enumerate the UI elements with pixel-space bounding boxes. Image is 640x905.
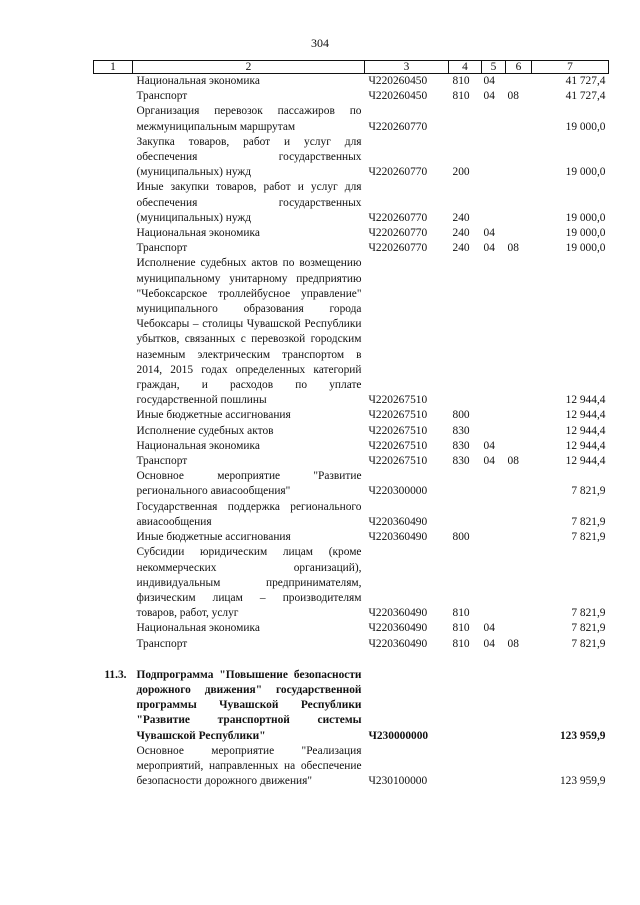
page-number: 304 — [311, 36, 329, 50]
row-expense-type — [449, 668, 482, 744]
row-section — [482, 530, 506, 545]
row-expense-type — [449, 256, 482, 408]
row-code: Ч220360490 — [368, 637, 428, 650]
row-amount: 12 944,4 — [565, 424, 606, 437]
table-header — [94, 61, 609, 74]
row-subsection — [506, 226, 532, 241]
row-section — [482, 469, 506, 499]
row-amount: 41 727,4 — [565, 90, 606, 103]
row-section — [482, 545, 506, 621]
row-code: Ч220267510 — [368, 409, 428, 422]
row-number — [94, 226, 133, 241]
row-subsection — [506, 621, 532, 636]
table-row — [94, 408, 609, 423]
row-number — [94, 500, 133, 530]
row-section — [482, 500, 506, 530]
table-row — [94, 241, 609, 256]
table-row — [94, 744, 609, 790]
row-expense-type: 830 — [452, 439, 470, 452]
row-code: Ч220267510 — [368, 439, 428, 452]
row-name: Исполнение судебных актов — [136, 424, 274, 437]
row-number — [94, 545, 133, 621]
row-name: Государственная поддержка регионального авиасообщения — [136, 500, 362, 528]
row-section: 04 — [483, 75, 495, 87]
row-amount: 41 727,4 — [565, 75, 606, 87]
row-amount: 19 000,0 — [565, 120, 606, 133]
row-code: Ч220360490 — [368, 622, 428, 635]
table-row — [94, 454, 609, 469]
row-expense-type — [449, 500, 482, 530]
row-code: Ч220260770 — [368, 166, 428, 179]
row-subsection — [506, 500, 532, 530]
header-col-6: 6 — [506, 61, 532, 74]
row-amount: 12 944,4 — [565, 455, 606, 468]
row-name: Исполнение судебных актов по возмещению муниципальному унитарному предприятию "Чебоксарское троллейбусное управление" муниципального образования города Чебоксары – столицы Чувашской Республики убытков, связанных с перевозкой городским наземным электрическим транспортом в 2014, 2015 годах определенных категорий граждан, и расходов по уплате государственной пошлины — [136, 257, 362, 407]
row-code: Ч230000000 — [368, 729, 429, 742]
table-row — [94, 530, 609, 545]
row-expense-type: 810 — [452, 622, 470, 635]
row-name: Основное мероприятие "Реализация мероприятий, направленных на обеспечение безопасности дорожного движения" — [136, 744, 362, 788]
row-expense-type: 240 — [452, 211, 470, 224]
spacer-row — [94, 652, 609, 668]
row-amount: 12 944,4 — [565, 409, 606, 422]
row-amount: 7 821,9 — [571, 515, 606, 528]
row-number — [94, 454, 133, 469]
row-name: Национальная экономика — [136, 227, 260, 240]
spacer-cell — [94, 652, 609, 668]
row-number: 11.3. — [104, 668, 127, 681]
row-section: 04 — [483, 227, 495, 240]
row-code: Ч220360490 — [368, 607, 428, 620]
row-subsection — [506, 104, 532, 134]
row-subsection: 08 — [507, 242, 519, 255]
row-amount: 12 944,4 — [565, 439, 606, 452]
row-expense-type: 800 — [452, 409, 470, 422]
row-subsection — [506, 530, 532, 545]
table-row — [94, 668, 609, 744]
row-code: Ч220360490 — [368, 531, 428, 544]
row-subsection — [506, 439, 532, 454]
row-name: Субсидии юридическим лицам (кроме некоммерческих организаций), индивидуальным предпринимателям, физическим лицам – производителям товаров, работ, услуг — [136, 546, 362, 620]
row-expense-type: 830 — [452, 424, 470, 437]
row-amount: 19 000,0 — [565, 242, 606, 255]
header-col-1: 1 — [94, 61, 133, 74]
row-amount: 123 959,9 — [559, 729, 606, 742]
table-row — [94, 89, 609, 104]
row-number — [94, 180, 133, 226]
row-expense-type: 810 — [452, 75, 470, 87]
row-name: Транспорт — [136, 637, 188, 650]
row-subsection: 08 — [507, 90, 519, 103]
row-number — [94, 469, 133, 499]
table-row — [94, 621, 609, 636]
row-section — [482, 744, 506, 790]
row-name: Организация перевозок пассажиров по межмуниципальным маршрутам — [136, 105, 362, 133]
row-section — [482, 668, 506, 744]
table-body — [94, 74, 609, 790]
row-section — [482, 256, 506, 408]
table-row — [94, 256, 609, 408]
header-col-2: 2 — [133, 61, 365, 74]
row-expense-type: 240 — [452, 227, 470, 240]
row-expense-type — [449, 104, 482, 134]
row-code: Ч220267510 — [368, 424, 428, 437]
row-code: Ч220260770 — [368, 242, 428, 255]
table-row — [94, 424, 609, 439]
row-number — [94, 241, 133, 256]
row-subsection — [506, 256, 532, 408]
row-section: 04 — [483, 90, 495, 103]
row-subsection — [506, 545, 532, 621]
row-number — [94, 89, 133, 104]
row-name: Иные бюджетные ассигнования — [136, 409, 291, 422]
row-code: Ч220260770 — [368, 120, 428, 133]
row-number — [94, 637, 133, 652]
row-amount: 12 944,4 — [565, 394, 606, 407]
table-row — [94, 226, 609, 241]
row-expense-type: 800 — [452, 531, 470, 544]
row-subsection — [506, 469, 532, 499]
table-row — [94, 74, 609, 90]
table-row — [94, 439, 609, 454]
row-name: Иные закупки товаров, работ и услуг для обеспечения государственных (муниципальных) нужд — [136, 181, 362, 224]
row-number — [94, 744, 133, 790]
row-code: Ч220260770 — [368, 211, 428, 224]
row-expense-type: 200 — [452, 166, 470, 179]
table-row — [94, 469, 609, 499]
row-number — [94, 424, 133, 439]
row-subsection: 08 — [507, 455, 519, 468]
row-number — [94, 439, 133, 454]
row-name: Основное мероприятие "Развитие регионального авиасообщения" — [136, 470, 362, 498]
row-amount: 7 821,9 — [571, 531, 606, 544]
row-name: Транспорт — [136, 455, 188, 468]
row-code: Ч220260770 — [368, 227, 428, 240]
row-section: 04 — [483, 622, 495, 635]
header-col-4: 4 — [449, 61, 482, 74]
row-section: 04 — [483, 637, 495, 650]
row-amount: 19 000,0 — [565, 211, 606, 224]
row-name: Национальная экономика — [136, 439, 260, 452]
row-code: Ч220260450 — [368, 75, 428, 87]
row-name: Национальная экономика — [136, 622, 260, 635]
budget-table — [93, 60, 609, 789]
header-col-5: 5 — [482, 61, 506, 74]
row-name: Транспорт — [136, 242, 188, 255]
row-name: Закупка товаров, работ и услуг для обеспечения государственных (муниципальных) нужд — [136, 135, 362, 179]
row-subsection — [506, 135, 532, 181]
row-section: 04 — [483, 242, 495, 255]
row-section — [482, 135, 506, 181]
row-code: Ч220360490 — [368, 515, 428, 528]
row-section — [482, 104, 506, 134]
row-expense-type: 830 — [452, 455, 470, 468]
row-number — [94, 256, 133, 408]
table-row — [94, 545, 609, 621]
row-section — [482, 408, 506, 423]
row-amount: 19 000,0 — [565, 166, 606, 179]
row-number — [94, 74, 133, 90]
row-name: Национальная экономика — [136, 75, 260, 87]
row-subsection — [506, 744, 532, 790]
row-expense-type: 810 — [452, 607, 470, 620]
row-number — [94, 621, 133, 636]
row-subsection — [506, 408, 532, 423]
table-row — [94, 637, 609, 652]
table-row — [94, 180, 609, 226]
row-code: Ч220300000 — [368, 485, 428, 498]
row-number — [94, 135, 133, 181]
row-code: Ч220267510 — [368, 455, 428, 468]
header-row — [94, 61, 609, 74]
row-amount: 7 821,9 — [571, 622, 606, 635]
row-expense-type: 810 — [452, 90, 470, 103]
row-amount: 7 821,9 — [571, 607, 606, 620]
row-name: Транспорт — [136, 90, 188, 103]
row-number — [94, 530, 133, 545]
row-section — [482, 424, 506, 439]
row-code: Ч220260450 — [368, 90, 428, 103]
row-section — [482, 180, 506, 226]
row-amount: 7 821,9 — [571, 485, 606, 498]
row-subsection — [506, 668, 532, 744]
table-row — [94, 135, 609, 181]
row-code: Ч230100000 — [368, 775, 428, 788]
row-number — [94, 104, 133, 134]
row-subsection — [506, 74, 532, 90]
row-number — [94, 408, 133, 423]
row-amount: 123 959,9 — [559, 775, 606, 788]
row-amount: 7 821,9 — [571, 637, 606, 650]
row-expense-type — [449, 744, 482, 790]
row-name: Подпрограмма "Повышение безопасности дорожного движения" государственной программы Чувашской Республики "Развитие транспортной системы Чувашской Республики" — [136, 668, 362, 742]
header-col-7: 7 — [532, 61, 609, 74]
row-subsection — [506, 180, 532, 226]
row-expense-type — [449, 469, 482, 499]
table-row — [94, 104, 609, 134]
row-section: 04 — [483, 455, 495, 468]
table-row — [94, 500, 609, 530]
row-subsection: 08 — [507, 637, 519, 650]
header-col-3: 3 — [365, 61, 449, 74]
row-amount: 19 000,0 — [565, 227, 606, 240]
row-subsection — [506, 424, 532, 439]
row-expense-type: 810 — [452, 637, 470, 650]
row-section: 04 — [483, 439, 495, 452]
row-name: Иные бюджетные ассигнования — [136, 531, 291, 544]
row-code: Ч220267510 — [368, 394, 428, 407]
row-expense-type: 240 — [452, 242, 470, 255]
